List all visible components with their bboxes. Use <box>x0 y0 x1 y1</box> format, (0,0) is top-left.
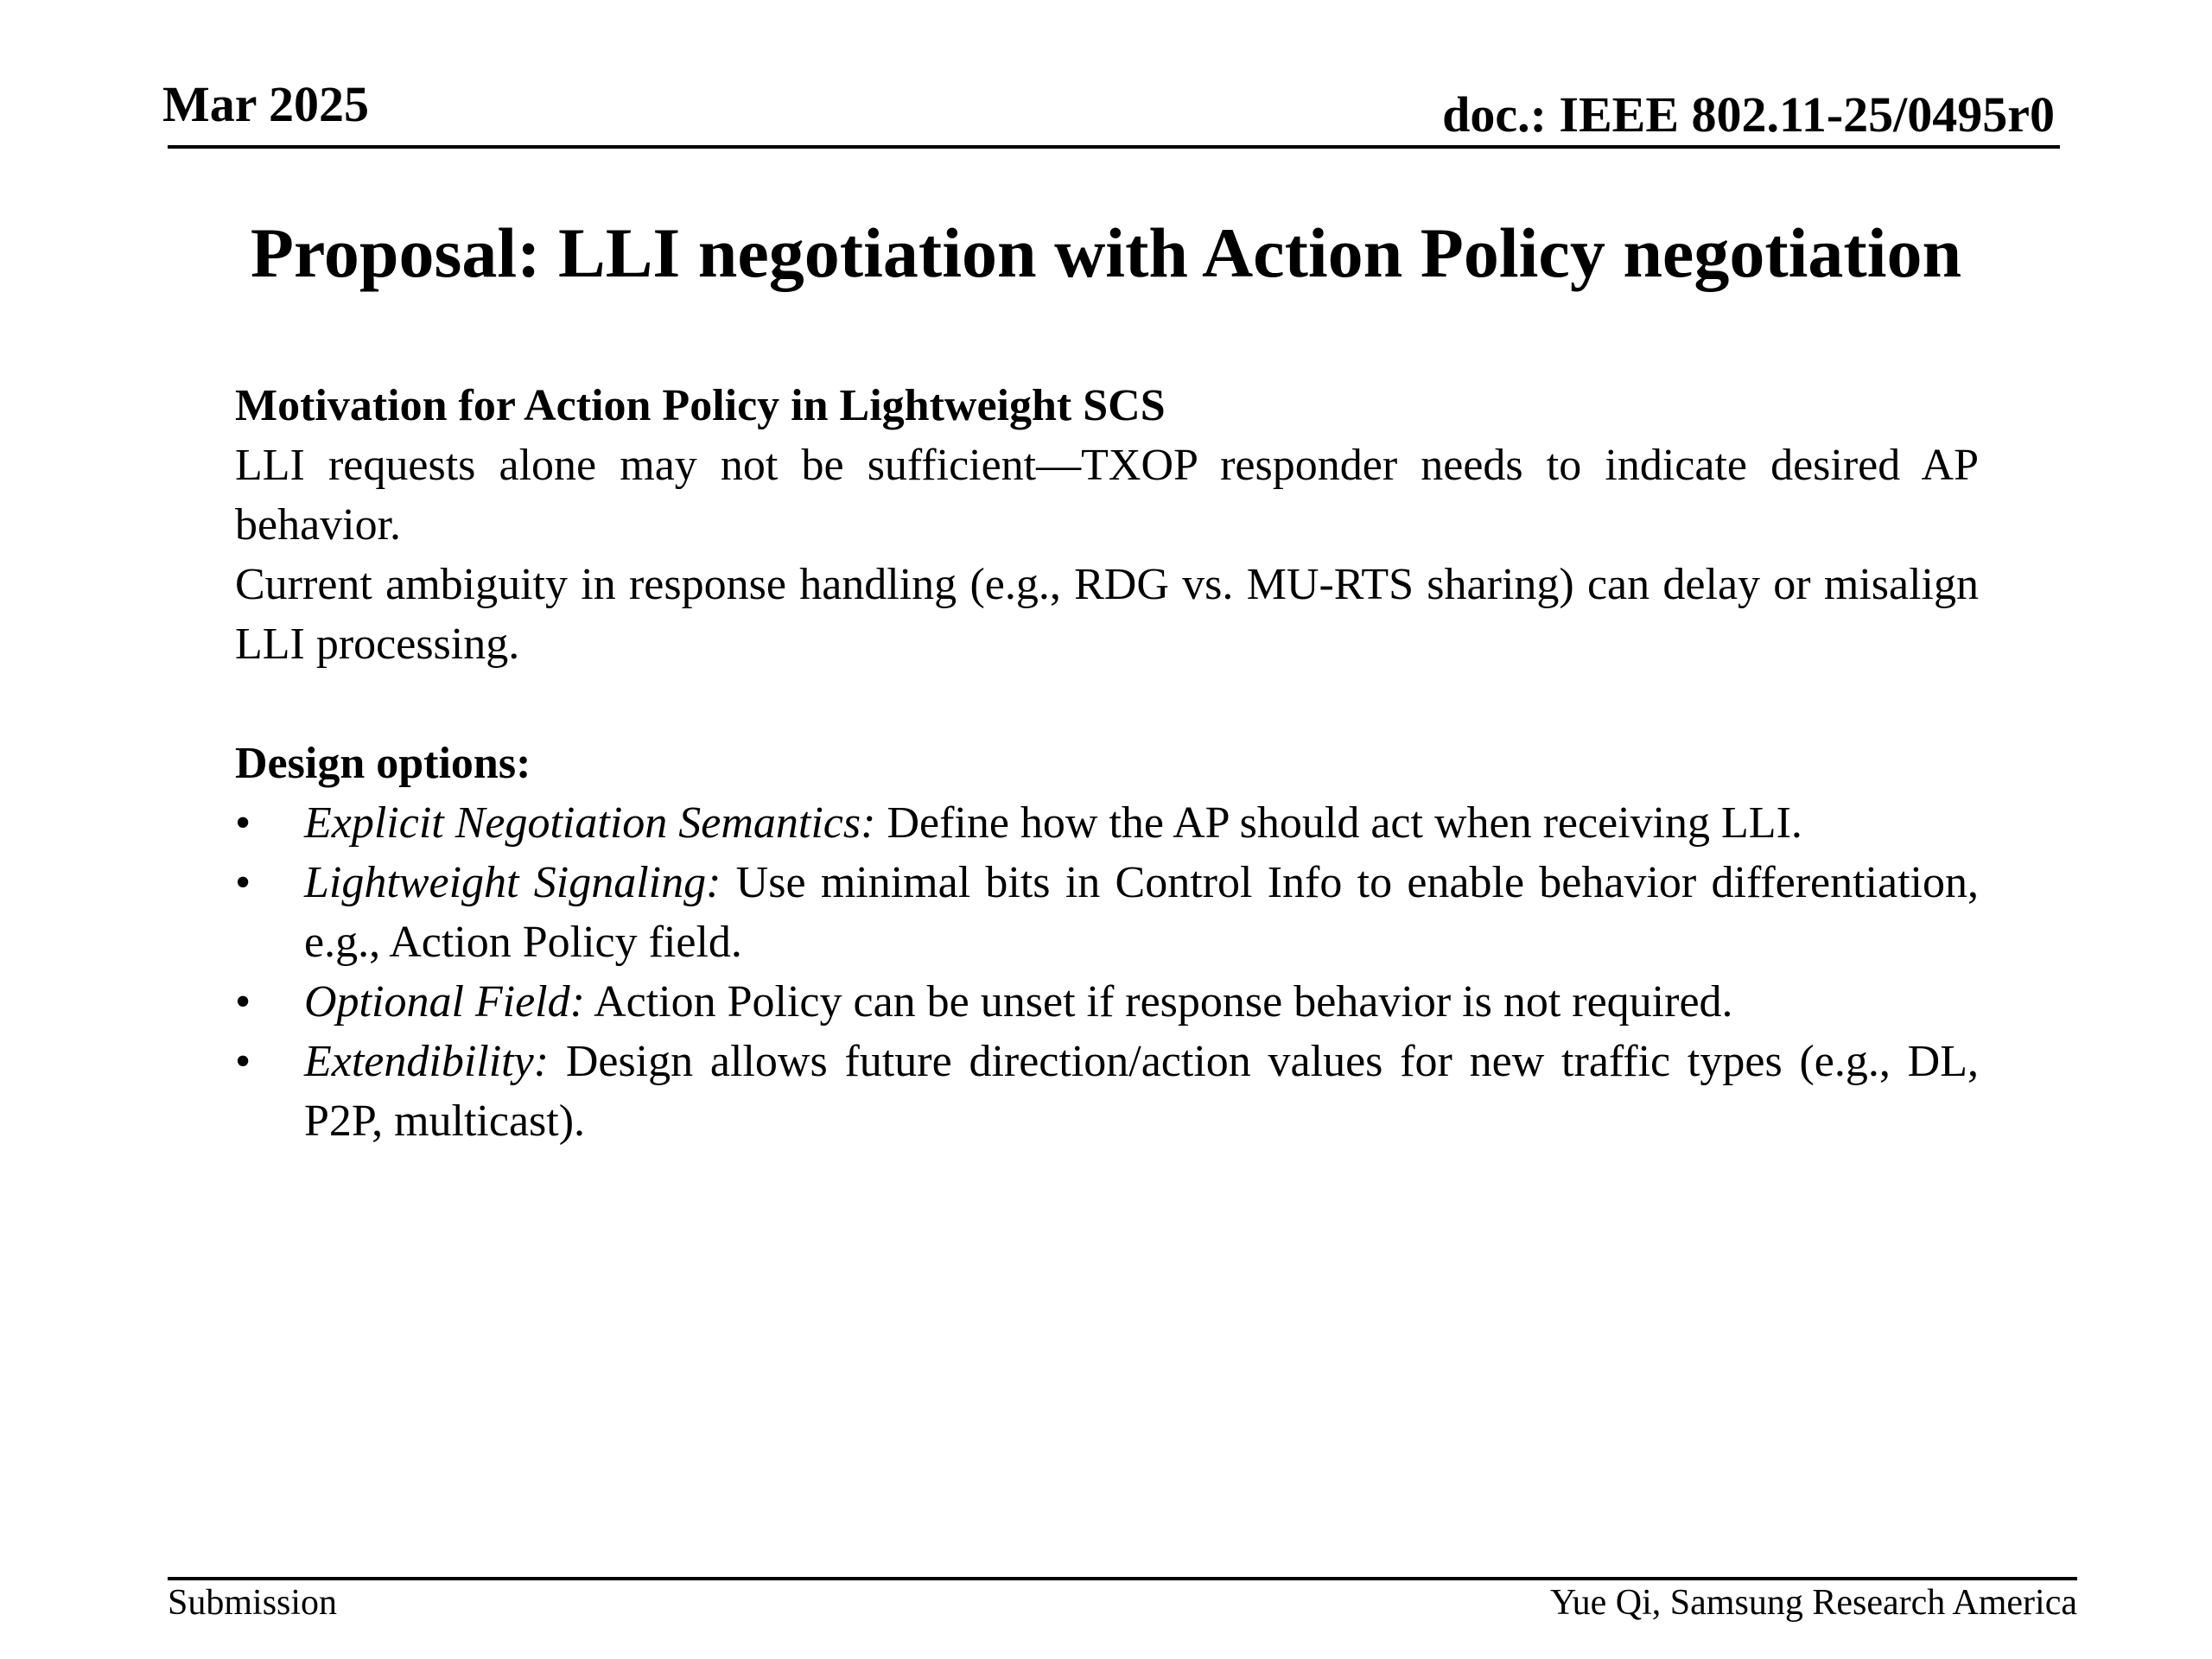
option-term: Explicit Negotiation Semantics: <box>304 798 876 848</box>
footer-submission: Submission <box>168 1583 338 1623</box>
footer-author: Yue Qi, Samsung Research America <box>1549 1583 2077 1623</box>
bullet-icon: • <box>235 1037 251 1086</box>
design-options-list <box>235 793 1979 1151</box>
footer-divider <box>168 1577 2077 1580</box>
header-date: Mar 2025 <box>162 76 369 132</box>
bullet-icon: • <box>235 858 251 907</box>
design-options-heading: Design options: <box>235 739 531 788</box>
list-item <box>235 793 1979 853</box>
list-item <box>235 1032 1979 1151</box>
option-term: Lightweight Signaling: <box>304 858 721 907</box>
bullet-icon: • <box>235 977 251 1027</box>
option-text: Action Policy can be unset if response behavior is not required. <box>584 977 1733 1027</box>
motivation-paragraph: Current ambiguity in response handling (e.g., RDG vs. MU-RTS sharing) can delay or misalign LLI processing. <box>235 560 1979 669</box>
section-spacer <box>235 674 1979 734</box>
list-item <box>235 972 1979 1032</box>
option-text: Use minimal bits in Control Info to enable behavior differentiation, e.g., Action Policy field. <box>304 858 1979 967</box>
option-text: Define how the AP should act when receiving LLI. <box>875 798 1802 848</box>
option-text: Design allows future direction/action values for new traffic types (e.g., DL, P2P, multicast). <box>304 1037 1979 1146</box>
bullet-icon: • <box>235 798 251 848</box>
slide-title: Proposal: LLI negotiation with Action Policy negotiation <box>250 213 1962 292</box>
header-doc-id: doc.: IEEE 802.11-25/0495r0 <box>1442 86 2055 143</box>
header-divider <box>168 145 2060 149</box>
motivation-paragraph: LLI requests alone may not be sufficient—TXOP responder needs to indicate desired AP behavior. <box>235 441 1979 550</box>
option-term: Extendibility: <box>304 1037 550 1086</box>
motivation-heading: Motivation for Action Policy in Lightweight SCS <box>235 381 1166 430</box>
option-term: Optional Field: <box>304 977 585 1027</box>
slide-body <box>235 376 1979 1151</box>
list-item <box>235 853 1979 972</box>
